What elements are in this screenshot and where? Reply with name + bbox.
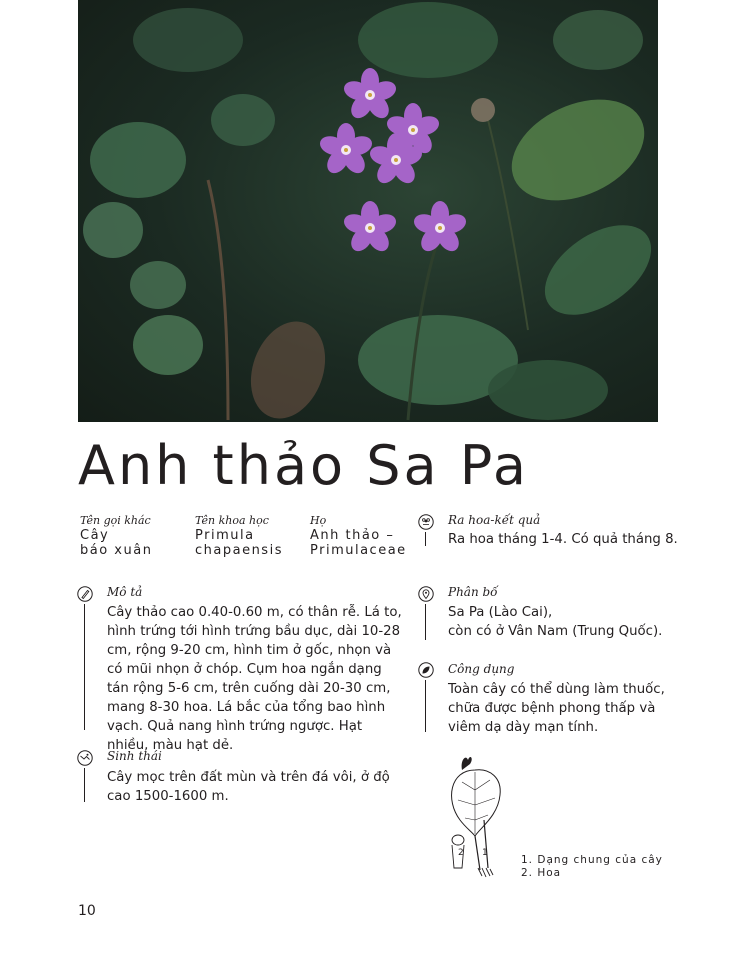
flower xyxy=(342,68,399,122)
distribution-line: còn có ở Vân Nam (Trung Quốc). xyxy=(448,624,663,639)
scientific-name-value-line: chapaensis xyxy=(195,543,283,558)
uses-heading: Công dụng xyxy=(448,662,515,676)
family-value-line: Anh thảo – xyxy=(310,528,395,543)
scientific-name-label: Tên khoa học xyxy=(195,514,269,527)
distribution-text xyxy=(448,603,718,641)
family-label: Họ xyxy=(310,514,327,527)
illustration-marker: 2 xyxy=(458,848,464,858)
leaf-shape xyxy=(358,2,498,78)
uses-text: Toàn cây có thể dùng làm thuốc, chữa được bệnh phong thấp và viêm dạ dày mạn tính. xyxy=(448,682,665,735)
flowering-text: Ra hoa tháng 1-4. Có quả tháng 8. xyxy=(448,532,678,547)
illustration-marker: 1 xyxy=(482,848,488,858)
section-divider xyxy=(84,768,85,802)
distribution-heading: Phân bố xyxy=(448,585,498,599)
other-name-value-line: báo xuân xyxy=(80,543,153,558)
section-divider xyxy=(425,532,426,546)
globe-icon xyxy=(77,750,93,766)
section-divider xyxy=(425,604,426,640)
section-divider xyxy=(84,604,85,730)
leaf-shape xyxy=(130,261,186,309)
dry-leaf-shape xyxy=(238,311,338,422)
flower-icon xyxy=(418,514,434,530)
distribution-line: Sa Pa (Lào Cai), xyxy=(448,605,553,620)
leaf-shape xyxy=(211,94,275,146)
leaf-shape xyxy=(133,8,243,72)
other-name-value-line: Cây xyxy=(80,528,110,543)
illustration-caption: 2. Hoa xyxy=(521,867,562,879)
stem xyxy=(208,180,228,420)
flower xyxy=(342,201,399,255)
section-divider xyxy=(425,680,426,732)
description-text: Cây thảo cao 0.40-0.60 m, có thân rễ. Lá to, hình trứng tới hình trứng bầu dục, dài 10-28 cm, rộng 9-20 cm, hình tim ở gốc, nhọn và có mũi nhọn ở chóp. Cụm hoa ngắn dạng tán rộng 5-6 cm, trên cuống dài 20-30 cm, mang 8-30 hoa. Lá bắc của tổng bao hình vạch. Quả nang hình trứng ngược. Hạt nhiều, màu hạt dẻ. xyxy=(107,605,402,753)
flower xyxy=(412,201,469,255)
other-name-value xyxy=(80,528,152,558)
pencil-icon xyxy=(77,586,93,602)
leaf-shape xyxy=(488,360,608,420)
scientific-name-value xyxy=(195,528,283,558)
description-heading: Mô tả xyxy=(107,585,143,599)
leaf-shape xyxy=(553,10,643,70)
family-value xyxy=(310,528,407,558)
plant-photo xyxy=(78,0,658,422)
leaf-shape xyxy=(133,315,203,375)
leaf-shape xyxy=(529,207,658,333)
leaf-shape xyxy=(496,80,658,221)
flowering-heading: Ra hoa-kết quả xyxy=(448,513,541,527)
location-pin-icon xyxy=(418,586,434,602)
page-title: Anh thảo Sa Pa xyxy=(78,434,530,497)
page-number: 10 xyxy=(78,903,96,919)
plant-photo-drawing xyxy=(78,0,658,422)
illustration-caption: 1. Dạng chung của cây xyxy=(521,854,663,866)
flower xyxy=(318,123,375,177)
leaf-shape xyxy=(90,122,186,198)
flower-bud xyxy=(471,98,495,122)
ecology-text: Cây mọc trên đất mùn và trên đá vôi, ở độ cao 1500-1600 m. xyxy=(107,770,390,804)
ecology-heading: Sinh thái xyxy=(107,749,162,763)
other-name-label: Tên gọi khác xyxy=(80,514,151,527)
family-value-line: Primulaceae xyxy=(310,543,407,558)
botanical-illustration xyxy=(440,750,510,880)
leaf-shape xyxy=(83,202,143,258)
scientific-name-value-line: Primula xyxy=(195,528,255,543)
leaf-icon xyxy=(418,662,434,678)
